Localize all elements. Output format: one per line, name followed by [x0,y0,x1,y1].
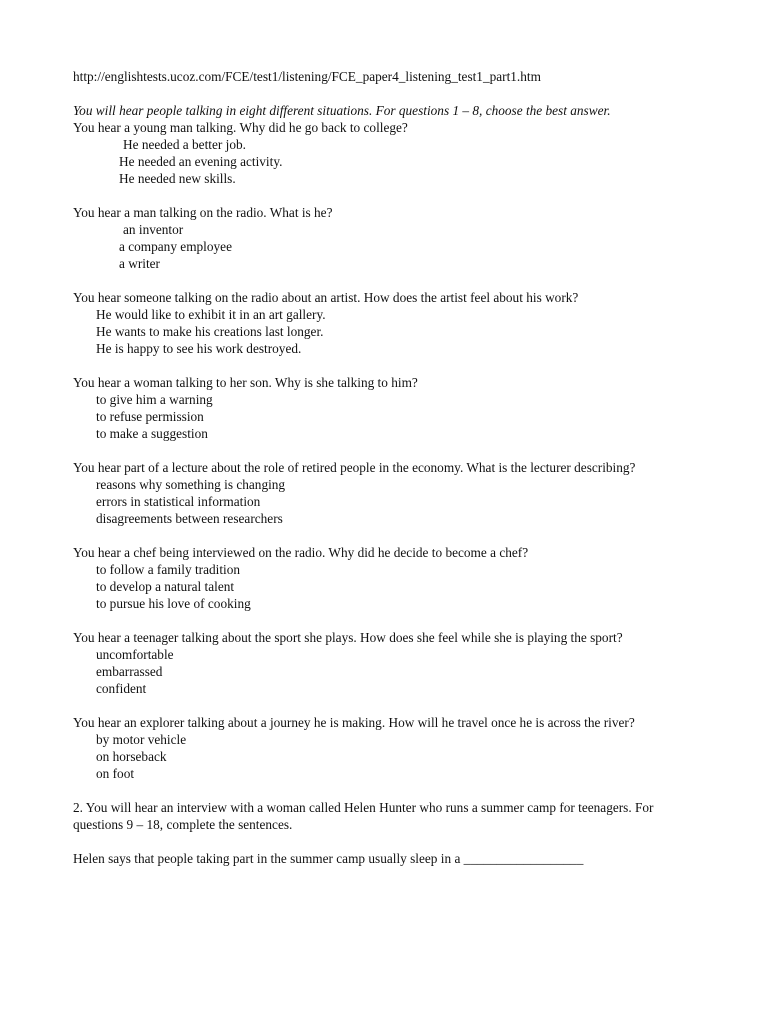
option: to pursue his love of cooking [96,596,251,611]
part1-instructions: You will hear people talking in eight different situations. For questions 1 – 8, choose the best answer. [73,103,611,118]
question-prompt: You hear a chef being interviewed on the radio. Why did he decide to become a chef? [73,545,529,560]
question-prompt: You hear someone talking on the radio about an artist. How does the artist feel about his work? [73,290,579,305]
question-prompt: You hear an explorer talking about a journey he is making. How will he travel once he is across the river? [73,715,635,730]
option: to give him a warning [96,392,213,407]
option: reasons why something is changing [96,477,286,492]
question-prompt: You hear a woman talking to her son. Why is she talking to him? [73,375,418,390]
option: He is happy to see his work destroyed. [96,341,302,356]
question-prompt: You hear a man talking on the radio. What is he? [73,205,333,220]
document-page [73,68,693,867]
option: an inventor [123,222,184,237]
option: a company employee [119,239,232,254]
option: to make a suggestion [96,426,208,441]
option: He needed a better job. [123,137,246,152]
option: to refuse permission [96,409,204,424]
option: He needed new skills. [119,171,236,186]
question-6 [73,544,693,612]
question-prompt: You hear a teenager talking about the sport she plays. How does she feel while she is playing the sport? [73,630,623,645]
option: He needed an evening activity. [119,154,283,169]
option: confident [96,681,147,696]
question-8 [73,714,693,782]
option: embarrassed [96,664,163,679]
option: on horseback [96,749,167,764]
option: He would like to exhibit it in an art gallery. [96,307,326,322]
question-3 [73,289,693,357]
question-1 [73,119,693,187]
option: to follow a family tradition [96,562,241,577]
question-2 [73,204,693,272]
option: by motor vehicle [96,732,187,747]
option: He wants to make his creations last longer. [96,324,324,339]
question-prompt: You hear part of a lecture about the role of retired people in the economy. What is the lecturer describing? [73,460,636,475]
question-4 [73,374,693,442]
source-url: http://englishtests.ucoz.com/FCE/test1/listening/FCE_paper4_listening_test1_part1.htm [73,69,541,84]
option: disagreements between researchers [96,511,283,526]
question-7 [73,629,693,697]
option: errors in statistical information [96,494,261,509]
option: a writer [119,256,160,271]
fill-in-sentence: Helen says that people taking part in the summer camp usually sleep in a __________________ [73,851,584,866]
question-5 [73,459,693,527]
option: on foot [96,766,135,781]
question-prompt: You hear a young man talking. Why did he go back to college? [73,120,408,135]
option: uncomfortable [96,647,174,662]
option: to develop a natural talent [96,579,235,594]
part2-instructions: 2. You will hear an interview with a woman called Helen Hunter who runs a summer camp for teenagers. For questions 9 – 18, complete the sentences. [73,800,654,832]
